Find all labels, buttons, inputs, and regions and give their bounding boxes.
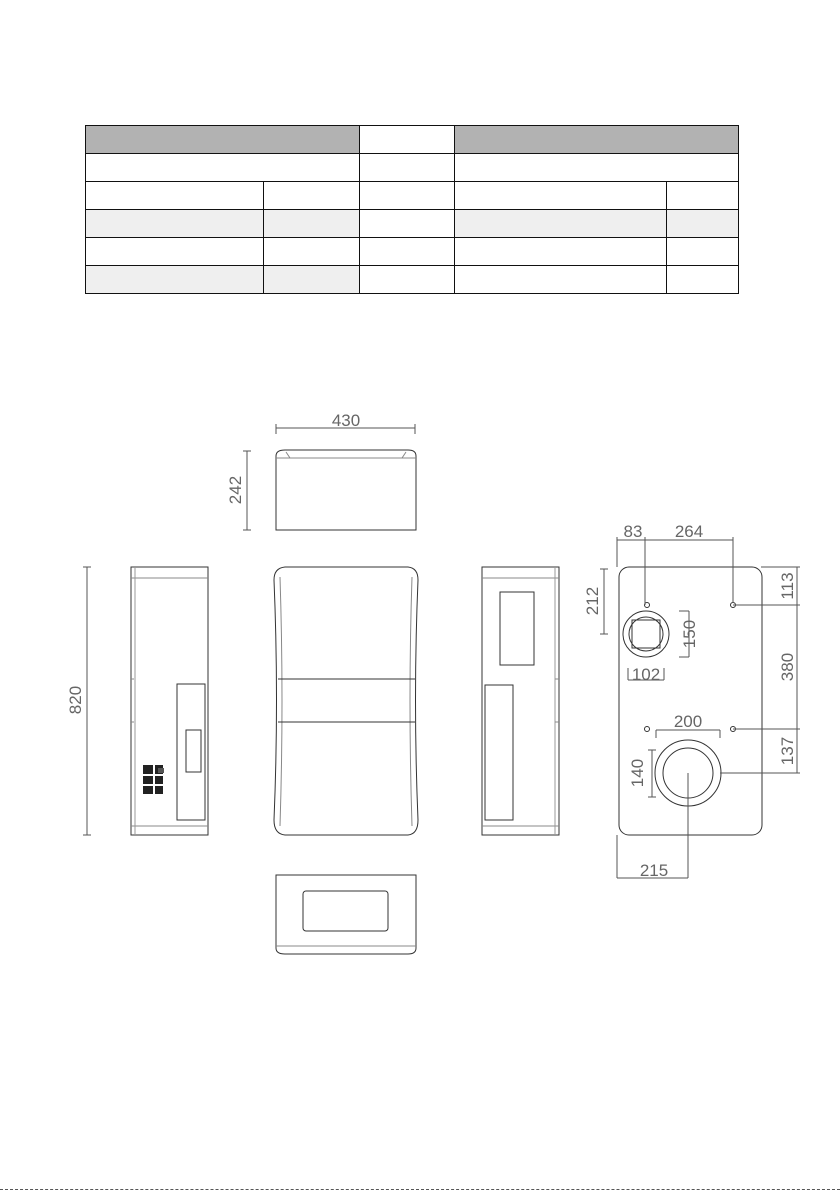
dim-label-outlet-height: 140 xyxy=(628,758,647,788)
page-bottom-divider xyxy=(0,1189,840,1190)
dim-label-outlet-from-bottom: 137 xyxy=(778,736,797,766)
dim-label-hole-left-offset: 83 xyxy=(623,522,643,541)
top-view xyxy=(243,424,416,530)
dim-label-hole-vertical-spacing: 380 xyxy=(778,652,797,682)
dim-label-outlet-width: 200 xyxy=(673,712,703,731)
back-plate-view xyxy=(600,537,800,878)
right-side-view xyxy=(482,567,559,835)
dim-label-top-width: 430 xyxy=(331,411,361,430)
dim-label-port-from-top: 212 xyxy=(583,586,602,616)
left-side-view xyxy=(83,567,208,835)
dim-label-outlet-from-left: 215 xyxy=(639,861,669,880)
connector-icon xyxy=(143,765,164,794)
dim-label-hole-spacing: 264 xyxy=(674,522,704,541)
dim-label-port-box-height: 150 xyxy=(680,619,699,649)
front-view xyxy=(274,567,418,835)
dim-label-port-inner-width: 102 xyxy=(631,665,661,684)
bottom-view xyxy=(276,875,416,954)
dim-label-height: 820 xyxy=(66,685,85,715)
dim-label-top-hole-from-top: 113 xyxy=(778,572,797,600)
dim-label-top-depth: 242 xyxy=(226,475,245,505)
